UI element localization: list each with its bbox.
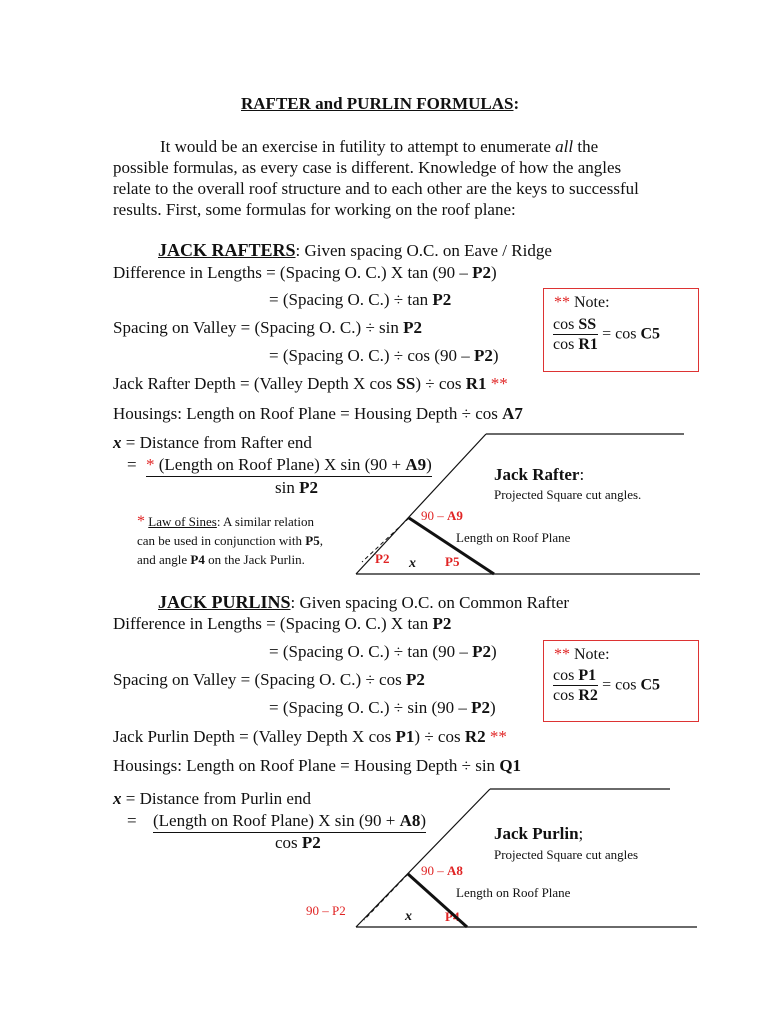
- angle-text: 90 –: [421, 863, 447, 878]
- note-reference: **: [485, 727, 507, 746]
- star-reference: *: [146, 455, 155, 474]
- formula-text: (Length on Roof Plane): [153, 811, 319, 830]
- variable: P2: [432, 290, 452, 309]
- formula-text: sin: [470, 756, 500, 775]
- divide-symbol: ÷: [393, 346, 404, 365]
- variable: R1: [578, 336, 598, 353]
- section-heading: JACK PURLINS: [158, 592, 291, 612]
- formula-text: ): [414, 727, 425, 746]
- jp-x-equals: =: [127, 811, 137, 830]
- formula-text: Jack Rafter Depth = (Valley Depth: [113, 374, 353, 393]
- formula-text: ): [415, 374, 426, 393]
- divide-symbol: ÷: [393, 642, 404, 661]
- formula-text: (Length on Roof Plane): [154, 455, 324, 474]
- formula-text: sin (90 –: [403, 698, 472, 717]
- formula-text: ): [426, 455, 432, 474]
- formula-text: ): [491, 263, 497, 282]
- variable: R2: [464, 727, 486, 746]
- formula-text: Difference in Lengths = (Spacing O. C.): [113, 614, 391, 633]
- note-equals: = cos: [598, 325, 641, 343]
- formula-text: cos (90 –: [403, 346, 474, 365]
- formula-text: = (Spacing O. C.): [269, 290, 394, 309]
- formula-text: sin: [374, 318, 404, 337]
- x-definition-text: = Distance from Rafter end: [121, 433, 312, 452]
- variable: P4: [190, 552, 205, 567]
- formula-text: tan (90 –: [403, 642, 473, 661]
- frac-text: cos: [553, 667, 579, 684]
- jp-length-label: Length on Roof Plane: [456, 885, 571, 900]
- jp-p4-label: P4: [445, 909, 460, 924]
- formula-text: sin: [275, 478, 300, 497]
- star-reference: *: [137, 513, 145, 530]
- multiply-symbol: X: [318, 811, 331, 830]
- variable: SS: [396, 374, 416, 393]
- jr-diagram-subtitle: Projected Square cut angles.: [494, 487, 642, 502]
- formula-text: Housings: Length on Roof Plane = Housing Depth: [113, 404, 462, 423]
- section-heading-rest: : Given spacing O.C. on Eave / Ridge: [295, 241, 552, 260]
- x-variable: x: [113, 789, 122, 808]
- note-stars: **: [554, 646, 570, 663]
- variable: P1: [395, 727, 415, 746]
- formula-text: cos: [374, 670, 406, 689]
- divide-symbol: ÷: [365, 670, 375, 689]
- note-stars: **: [554, 294, 570, 311]
- section-heading-rest: : Given spacing O.C. on Common Rafter: [290, 593, 570, 612]
- note-label-text: Note:: [570, 294, 610, 311]
- intro-text-2: the possible formulas, as every case is different. Knowledge of how the angles relate to the overall roof structure and to each other are the keys to successful results. First, some formulas for working on the roof plane:: [113, 137, 639, 219]
- note-reference: **: [486, 374, 508, 393]
- frac-text: cos: [553, 687, 579, 704]
- variable: P2: [299, 478, 318, 497]
- law-text: and angle: [137, 552, 191, 567]
- multiply-symbol: X: [352, 374, 366, 393]
- variable: P1: [578, 667, 597, 684]
- formula-text: ): [420, 811, 427, 830]
- variable: P2: [473, 346, 493, 365]
- formula-text: ): [490, 698, 496, 717]
- formula-text: ): [492, 346, 499, 365]
- variable: Q1: [499, 756, 522, 775]
- divide-symbol: ÷: [461, 404, 471, 423]
- formula-text: sin (90 +: [336, 455, 406, 474]
- divide-symbol: ÷: [424, 727, 434, 746]
- variable: P2: [472, 263, 492, 282]
- variable: P2: [405, 670, 425, 689]
- variable: P2: [472, 642, 491, 661]
- formula-text: ): [490, 642, 497, 661]
- law-text: can be used in conjunction with: [137, 533, 306, 548]
- variable: P2: [432, 614, 452, 633]
- note-label-text: Note:: [570, 646, 610, 663]
- formula-text: cos: [364, 727, 396, 746]
- formula-text: = (Spacing O. C.): [269, 698, 394, 717]
- divide-symbol: ÷: [393, 698, 404, 717]
- formula-text: tan: [403, 614, 433, 633]
- jp-p2-label: 90 – P2: [306, 903, 346, 918]
- formula-text: Spacing on Valley = (Spacing O. C.): [113, 670, 366, 689]
- multiply-symbol: X: [352, 727, 365, 746]
- divide-symbol: ÷: [461, 756, 471, 775]
- note-equals: = cos: [598, 676, 641, 694]
- law-text: on the Jack Purlin.: [204, 552, 305, 567]
- formula-text: tan (90 –: [403, 263, 473, 282]
- law-text: ,: [319, 533, 323, 548]
- formula-text: Housings: Length on Roof Plane = Housing Depth: [113, 756, 462, 775]
- multiply-symbol: X: [324, 455, 337, 474]
- variable: R2: [578, 687, 598, 704]
- x-variable: x: [405, 909, 412, 924]
- multiply-symbol: X: [390, 263, 404, 282]
- frac-text: cos: [553, 336, 579, 353]
- formula-text: Difference in Lengths = (Spacing O. C.): [113, 263, 391, 282]
- jp-diagram-subtitle: Projected Square cut angles: [494, 847, 639, 862]
- angle-variable: A8: [447, 863, 463, 878]
- jr-x-equals: =: [127, 455, 137, 474]
- formula-text: cos: [434, 374, 466, 393]
- x-definition-text: = Distance from Purlin end: [121, 789, 311, 808]
- variable: C5: [640, 676, 661, 694]
- variable: A8: [399, 811, 421, 830]
- variable: C5: [640, 325, 661, 343]
- x-variable: x: [409, 556, 416, 571]
- multiply-symbol: X: [390, 614, 404, 633]
- formula-text: = (Spacing O. C.): [269, 642, 394, 661]
- jr-length-label: Length on Roof Plane: [456, 530, 571, 545]
- jr-p2-label: P2: [375, 551, 390, 566]
- intro-italic: all: [555, 137, 574, 156]
- law-text: : A similar relation: [216, 514, 314, 529]
- angle-variable: A9: [447, 508, 463, 523]
- diagram-title-colon: :: [579, 465, 585, 484]
- divide-symbol: ÷: [365, 318, 375, 337]
- formula-text: = (Spacing O. C.): [269, 346, 394, 365]
- formula-text: Spacing on Valley = (Spacing O. C.): [113, 318, 366, 337]
- x-variable: x: [113, 433, 122, 452]
- title-text: RAFTER and PURLIN FORMULAS: [241, 94, 514, 113]
- formula-text: sin (90 +: [330, 811, 400, 830]
- divide-symbol: ÷: [393, 290, 404, 309]
- variable: SS: [578, 316, 597, 333]
- title-colon: :: [513, 94, 520, 113]
- jack-purlin-diagram: [356, 789, 697, 927]
- formula-text: cos: [365, 374, 397, 393]
- intro-text-1: It would be an exercise in futility to attempt to enumerate: [160, 137, 556, 156]
- section-heading: JACK RAFTERS: [158, 240, 296, 260]
- formula-text: cos: [433, 727, 465, 746]
- frac-text: cos: [553, 316, 579, 333]
- formula-text: cos: [470, 404, 503, 423]
- variable: P2: [471, 698, 491, 717]
- variable: P2: [403, 318, 423, 337]
- divide-symbol: ÷: [425, 374, 435, 393]
- diagram-title: Jack Purlin: [494, 824, 579, 843]
- variable: P2: [301, 833, 321, 852]
- angle-text: 90 –: [421, 508, 447, 523]
- variable: P5: [305, 533, 320, 548]
- formula-text: cos: [275, 833, 302, 852]
- diagram-title-colon: ;: [578, 824, 584, 843]
- formula-text: Jack Purlin Depth = (Valley Depth: [113, 727, 353, 746]
- diagram-title: Jack Rafter: [494, 465, 580, 484]
- variable: R1: [465, 374, 487, 393]
- jr-p5-label: P5: [445, 554, 460, 569]
- law-title: Law of Sines: [148, 514, 217, 529]
- jack-rafter-diagram: [356, 434, 700, 574]
- variable: A9: [405, 455, 427, 474]
- formula-text: tan: [403, 290, 433, 309]
- variable: A7: [502, 404, 523, 423]
